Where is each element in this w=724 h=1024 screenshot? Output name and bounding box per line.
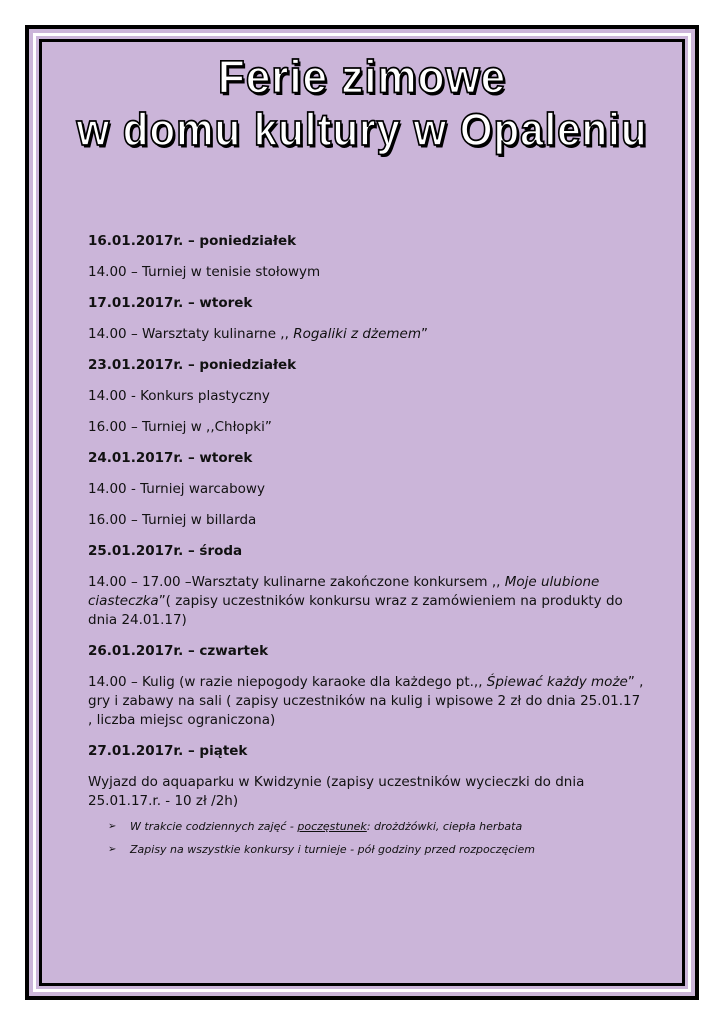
event-item [88, 573, 648, 630]
note-item [108, 819, 648, 834]
note-text: W trakcie codziennych zajęć - [130, 820, 298, 833]
event-title: Moje ulubione ciasteczka [88, 574, 600, 609]
event-item: 14.00 – Turniej w tenisie stołowym [88, 264, 321, 280]
note-underlined: poczęstunek [297, 820, 367, 833]
event-text: 14.00 – 17.00 –Warsztaty kulinarne zakończone konkursem ,, [88, 574, 505, 590]
note-item [108, 842, 648, 857]
notes-list [88, 819, 648, 857]
event-item [88, 325, 648, 344]
event-item: 14.00 - Konkurs plastyczny [88, 388, 270, 404]
event-text: 14.00 – Kulig (w razie niepogody karaoke dla każdego pt.,, [88, 674, 487, 690]
note-text: : drożdżówki, ciepła herbata [366, 820, 523, 833]
note-text: Zapisy na wszystkie konkursy i turnieje - pół godziny przed rozpoczęciem [130, 843, 535, 856]
day-heading: 25.01.2017r. – środa [88, 543, 243, 559]
event-item: Wyjazd do aquaparku w Kwidzynie (zapisy uczestników wycieczki do dnia 25.01.17.r. - 10 zł /2h) [88, 774, 585, 809]
event-text: ” , gry i zabawy na sali ( zapisy uczestników na kulig i wpisowe 2 zł do dnia 25.01.17 , liczba miejsc ograniczona) [88, 674, 644, 728]
day-heading: 16.01.2017r. – poniedziałek [88, 233, 297, 249]
event-text: 14.00 – Warsztaty kulinarne ,, [88, 326, 294, 342]
title-line-2: w domu kultury w Opaleniu [76, 104, 648, 155]
arrow-bullet-icon: ➢ [108, 821, 117, 832]
title-line-1: Ferie zimowe [217, 51, 507, 104]
day-heading: 26.01.2017r. – czwartek [88, 643, 269, 659]
event-item [88, 673, 648, 730]
event-title: Rogaliki z dżemem [293, 326, 421, 342]
day-heading: 23.01.2017r. – poniedziałek [88, 357, 297, 373]
event-item: 16.00 – Turniej w billarda [88, 512, 257, 528]
day-heading: 27.01.2017r. – piątek [88, 743, 248, 759]
schedule [88, 232, 648, 865]
event-text: ” [420, 326, 428, 342]
event-text: ”( zapisy uczestników konkursu wraz z zamówieniem na produkty do dnia 24.01.17) [88, 593, 623, 628]
poster-title [0, 52, 724, 156]
arrow-bullet-icon: ➢ [108, 844, 117, 855]
day-heading: 24.01.2017r. – wtorek [88, 450, 253, 466]
day-heading: 17.01.2017r. – wtorek [88, 295, 253, 311]
event-title: Śpiewać każdy może [486, 674, 628, 690]
event-item: 14.00 - Turniej warcabowy [88, 481, 265, 497]
event-item: 16.00 – Turniej w ,,Chłopki” [88, 419, 272, 435]
